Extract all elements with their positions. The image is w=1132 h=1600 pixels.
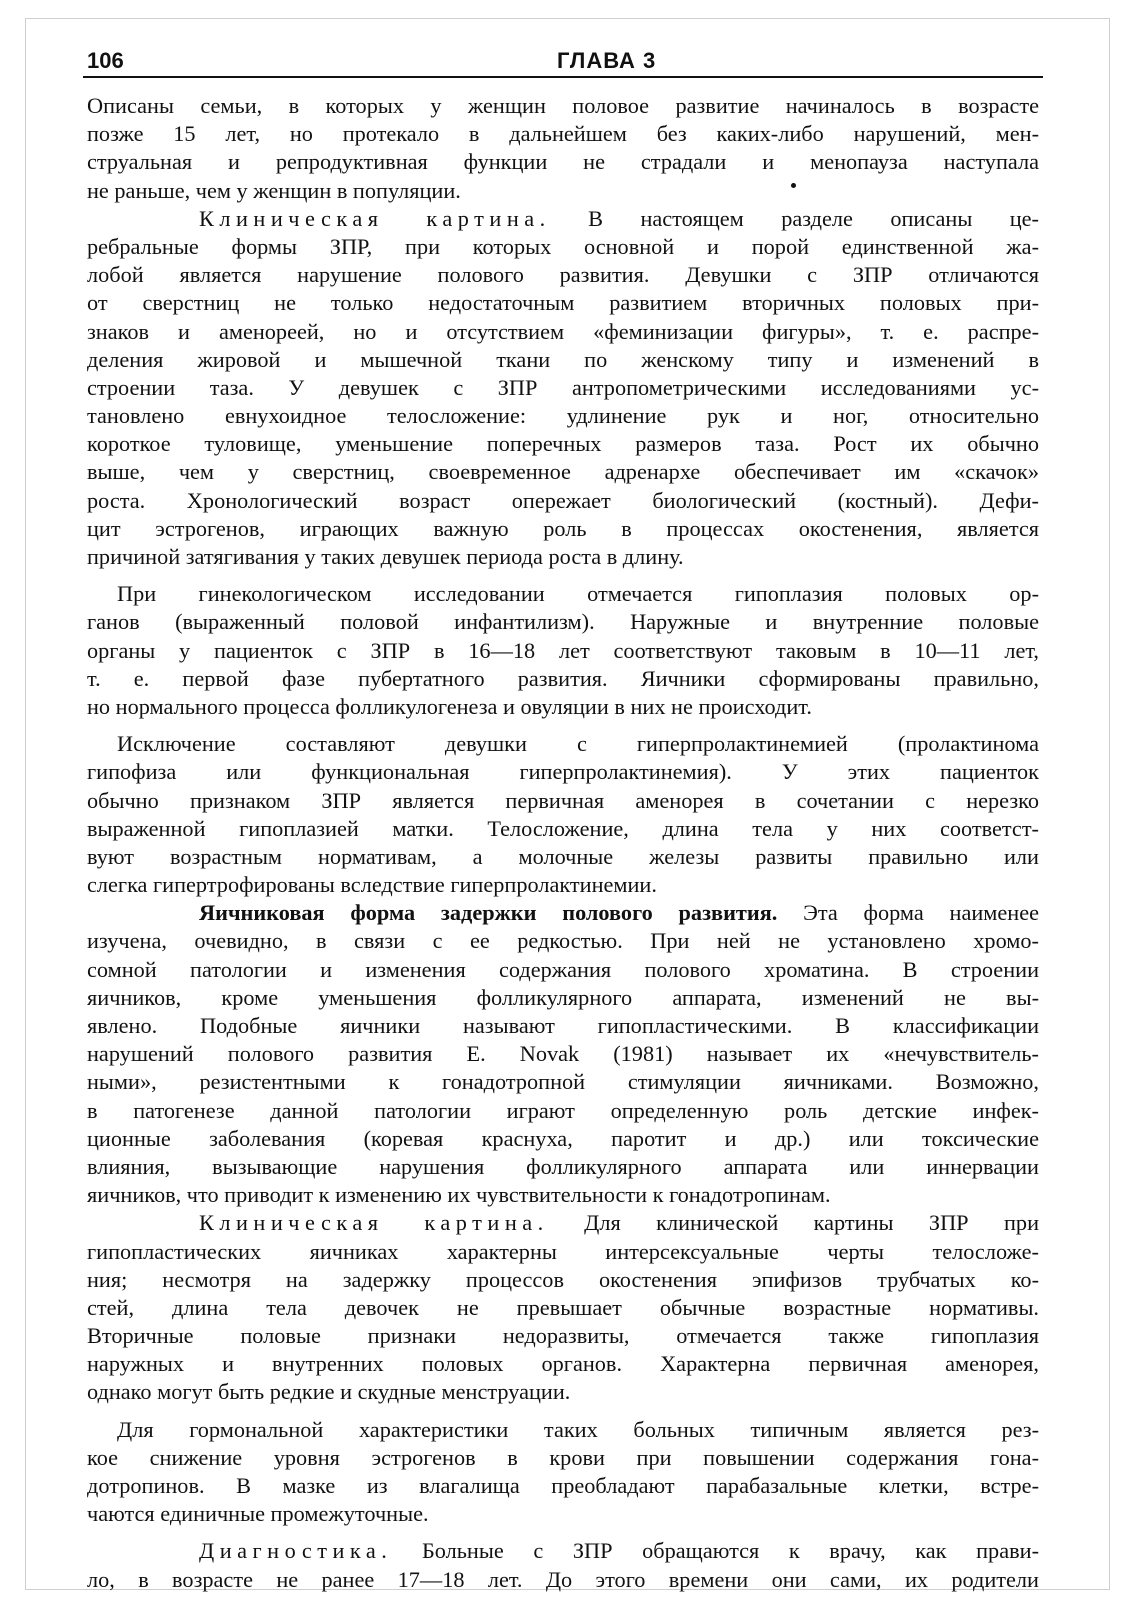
- text-line: ганов (выраженный половой инфантилизм). Наружные и внутренние половые: [87, 609, 1039, 635]
- paragraph: [87, 1537, 1039, 1593]
- text-line: т. е. первой фазе пубертатного развития. Яичники сформированы правильно,: [87, 665, 1039, 691]
- text-line: При гинекологическом исследовании отмечается гипоплазия половых ор-: [117, 581, 1039, 607]
- paragraph: [87, 92, 1039, 205]
- text-line: дотропинов. В мазке из влагалища преобладают парабазальные клетки, встре-: [87, 1473, 1039, 1498]
- text-line: вуют возрастным нормативам, а молочные железы развиты правильно или: [87, 843, 1039, 869]
- text-line: явлено. Подобные яичники называют гипопластическими. В классификации: [87, 1013, 1039, 1038]
- section-heading: Яичниковая форма задержки полового развития.: [199, 900, 778, 926]
- text-line: от сверстниц не только недостаточным развитием вторичных половых при-: [87, 290, 1039, 316]
- text-line: знаков и аменореей, но и отсутствием «феминизации фигуры», т. е. распре-: [87, 318, 1039, 344]
- text-line: слегка гипертрофированы вследствие гиперпролактинемии.: [87, 872, 657, 898]
- paragraph: [87, 580, 1039, 721]
- text-line: яичников, кроме уменьшения фолликулярного аппарата, изменений не вы-: [87, 984, 1039, 1010]
- text-line: Вторичные половые признаки недоразвиты, отмечается также гипоплазия: [87, 1323, 1039, 1349]
- text-line: лобой является нарушение полового развития. Девушки с ЗПР отличаются: [87, 262, 1039, 288]
- text-line: выраженной гипоплазией матки. Телосложение, длина тела у них соответст-: [87, 815, 1039, 841]
- text-line: сомной патологии и изменения содержания полового хроматина. В строении: [87, 956, 1039, 982]
- running-header: [83, 46, 1043, 78]
- text-line: выше, чем у сверстниц, своевременное адренархе обеспечивает им «скачок»: [87, 459, 1039, 485]
- text-line: гипопластических яичниках характерны интерсексуальные черты телосложе-: [87, 1238, 1039, 1264]
- text-line: строении таза. У девушек с ЗПР антропометрическими исследованиями ус-: [87, 374, 1039, 400]
- text-line: цит эстрогенов, играющих важную роль в процессах окостенения, является: [87, 515, 1039, 541]
- text-line: стей, длина тела девочек не превышает обычные возрастные нормативы.: [87, 1294, 1039, 1320]
- text-line: причиной затягивания у таких девушек периода роста в длину.: [87, 544, 684, 569]
- paragraph: [87, 1416, 1039, 1529]
- text-line: тановлено евнухоидное телосложение: удлинение рук и ног, относительно: [87, 403, 1039, 429]
- section-heading: Клиническая картина.: [199, 1210, 549, 1236]
- text-line: органы у пациенток с ЗПР в 16—18 лет соответствуют таковым в 10—11 лет,: [87, 637, 1039, 663]
- section-heading: Диагностика.: [199, 1538, 393, 1564]
- text-line: не раньше, чем у женщин в популяции.: [87, 177, 461, 203]
- body-text: [87, 92, 1039, 1594]
- text-line: влияния, вызывающие нарушения фолликулярного аппарата или иннервации: [87, 1153, 1039, 1179]
- text-line: ционные заболевания (коревая краснуха, паротит и др.) или токсические: [87, 1125, 1039, 1151]
- text-line: Исключение составляют девушки с гиперпролактинемией (пролактинома: [117, 731, 1039, 757]
- text-line: ния; несмотря на задержку процессов окостенения эпифизов трубчатых ко-: [87, 1266, 1039, 1292]
- paragraph: [87, 899, 1039, 1209]
- text-line: Клиническая картина. В настоящем разделе описаны це-: [199, 205, 1039, 231]
- paragraph: [87, 205, 1039, 571]
- text-line: яичников, что приводит к изменению их чувствительности к гонадотропинам.: [87, 1182, 831, 1208]
- section-heading: Клиническая картина.: [199, 205, 551, 231]
- text-line: изучена, очевидно, в связи с ее редкостью. При ней не установлено хромо-: [87, 928, 1039, 954]
- text-line: ными», резистентными к гонадотропной стимуляции яичниками. Возможно,: [87, 1069, 1039, 1095]
- text-line: в патогенезе данной патологии играют определенную роль детские инфек-: [87, 1097, 1039, 1123]
- chapter-title: ГЛАВА 3: [557, 48, 657, 73]
- text-line: Для гормональной характеристики таких больных типичным является рез-: [117, 1416, 1039, 1442]
- text-line: однако могут быть редкие и скудные менструации.: [87, 1379, 571, 1405]
- text-line: но нормального процесса фолликулогенеза и овуляции в них не происходит.: [87, 693, 812, 719]
- text-line: Описаны семьи, в которых у женщин половое развитие начиналось в возрасте: [87, 93, 1039, 118]
- text-line: ребральные формы ЗПР, при которых основной и порой единственной жа-: [87, 233, 1039, 259]
- paragraph: [87, 730, 1039, 899]
- text-line: обычно признаком ЗПР является первичная аменорея в сочетании с нерезко: [87, 787, 1039, 813]
- text-line: чаются единичные промежуточные.: [87, 1501, 429, 1527]
- text-line: Диагностика. Больные с ЗПР обращаются к врачу, как прави-: [199, 1538, 1039, 1564]
- text-line: роста. Хронологический возраст опережает биологический (костный). Дефи-: [87, 487, 1039, 513]
- text-line: позже 15 лет, но протекало в дальнейшем без каких-либо нарушений, мен-: [87, 121, 1039, 147]
- text-line: Клиническая картина. Для клинической картины ЗПР при: [199, 1210, 1039, 1236]
- text-line: деления жировой и мышечной ткани по женскому типу и изменений в: [87, 346, 1039, 372]
- page-number: 106: [87, 48, 124, 73]
- text-line: струальная и репродуктивная функции не страдали и менопауза наступала: [87, 149, 1039, 175]
- text-line: кое снижение уровня эстрогенов в крови при повышении содержания гона-: [87, 1444, 1039, 1470]
- text-line: короткое туловище, уменьшение поперечных размеров таза. Рост их обычно: [87, 431, 1039, 457]
- text-line: ло, в возрасте не ранее 17—18 лет. До этого времени они сами, их родители: [87, 1566, 1039, 1592]
- text-line: Яичниковая форма задержки полового развития. Эта форма наименее: [199, 900, 1039, 926]
- text-line: нарушений полового развития E. Novak (1981) называет их «нечувствитель-: [87, 1041, 1039, 1067]
- text-line: наружных и внутренних половых органов. Характерна первичная аменорея,: [87, 1351, 1039, 1377]
- paragraph: [87, 1209, 1039, 1406]
- text-line: гипофиза или функциональная гиперпролактинемия). У этих пациенток: [87, 759, 1039, 785]
